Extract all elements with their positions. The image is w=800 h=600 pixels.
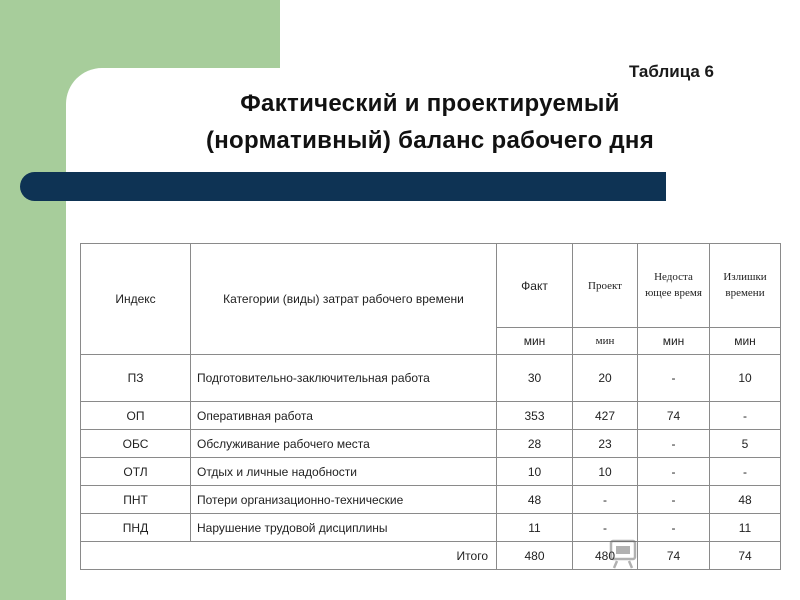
title-line-2: (нормативный) баланс рабочего дня	[205, 127, 655, 154]
row-excess: -	[710, 402, 781, 430]
row-excess: 5	[710, 430, 781, 458]
total-row	[81, 542, 781, 570]
row-shortfall: -	[638, 514, 710, 542]
table-row	[81, 458, 781, 486]
table-row	[81, 355, 781, 402]
header-shortfall: Недоста ющее время	[638, 244, 710, 328]
unit-project: мин	[573, 328, 638, 355]
table-row	[81, 402, 781, 430]
row-index: ОТЛ	[81, 458, 191, 486]
row-category: Подготовительно-заключительная работа	[191, 355, 497, 402]
row-project: -	[573, 486, 638, 514]
row-excess: -	[710, 458, 781, 486]
row-shortfall: -	[638, 430, 710, 458]
header-fact: Факт	[497, 244, 573, 328]
unit-fact: мин	[497, 328, 573, 355]
row-project: 20	[573, 355, 638, 402]
row-index: ПЗ	[81, 355, 191, 402]
total-fact: 480	[497, 542, 573, 570]
row-category: Оперативная работа	[191, 402, 497, 430]
row-project: 427	[573, 402, 638, 430]
row-project: 23	[573, 430, 638, 458]
decorative-bar	[20, 172, 666, 201]
row-shortfall: -	[638, 355, 710, 402]
row-fact: 30	[497, 355, 573, 402]
row-fact: 10	[497, 458, 573, 486]
row-fact: 28	[497, 430, 573, 458]
green-left-strip	[0, 0, 66, 600]
table-number-label: Таблица 6	[628, 62, 714, 81]
row-shortfall: -	[638, 458, 710, 486]
row-category: Отдых и личные надобности	[191, 458, 497, 486]
row-project: 10	[573, 458, 638, 486]
row-excess: 11	[710, 514, 781, 542]
watermark-icon	[608, 538, 638, 570]
total-project: 480	[573, 542, 638, 570]
header-project: Проект	[573, 244, 638, 328]
row-index: ПНД	[81, 514, 191, 542]
total-shortfall: 74	[638, 542, 710, 570]
header-row	[81, 244, 781, 328]
total-excess: 74	[710, 542, 781, 570]
row-index: ОП	[81, 402, 191, 430]
row-fact: 48	[497, 486, 573, 514]
table-row	[81, 430, 781, 458]
header-category: Категории (виды) затрат рабочего времени	[191, 244, 497, 355]
white-top-area	[280, 0, 800, 68]
row-excess: 10	[710, 355, 781, 402]
row-shortfall: -	[638, 486, 710, 514]
row-index: ПНТ	[81, 486, 191, 514]
row-index: ОБС	[81, 430, 191, 458]
row-category: Нарушение трудовой дисциплины	[191, 514, 497, 542]
row-shortfall: 74	[638, 402, 710, 430]
row-project: -	[573, 514, 638, 542]
unit-excess: мин	[710, 328, 781, 355]
row-fact: 11	[497, 514, 573, 542]
row-category: Потери организационно-технические	[191, 486, 497, 514]
header-index: Индекс	[81, 244, 191, 355]
row-excess: 48	[710, 486, 781, 514]
table-row	[81, 486, 781, 514]
unit-shortfall: мин	[638, 328, 710, 355]
header-excess: Излишки времени	[710, 244, 781, 328]
title-line-1: Фактический и проектируемый	[240, 90, 620, 117]
row-category: Обслуживание рабочего места	[191, 430, 497, 458]
work-day-balance-table	[80, 243, 781, 570]
total-label: Итого	[81, 542, 497, 570]
row-fact: 353	[497, 402, 573, 430]
table-row	[81, 514, 781, 542]
